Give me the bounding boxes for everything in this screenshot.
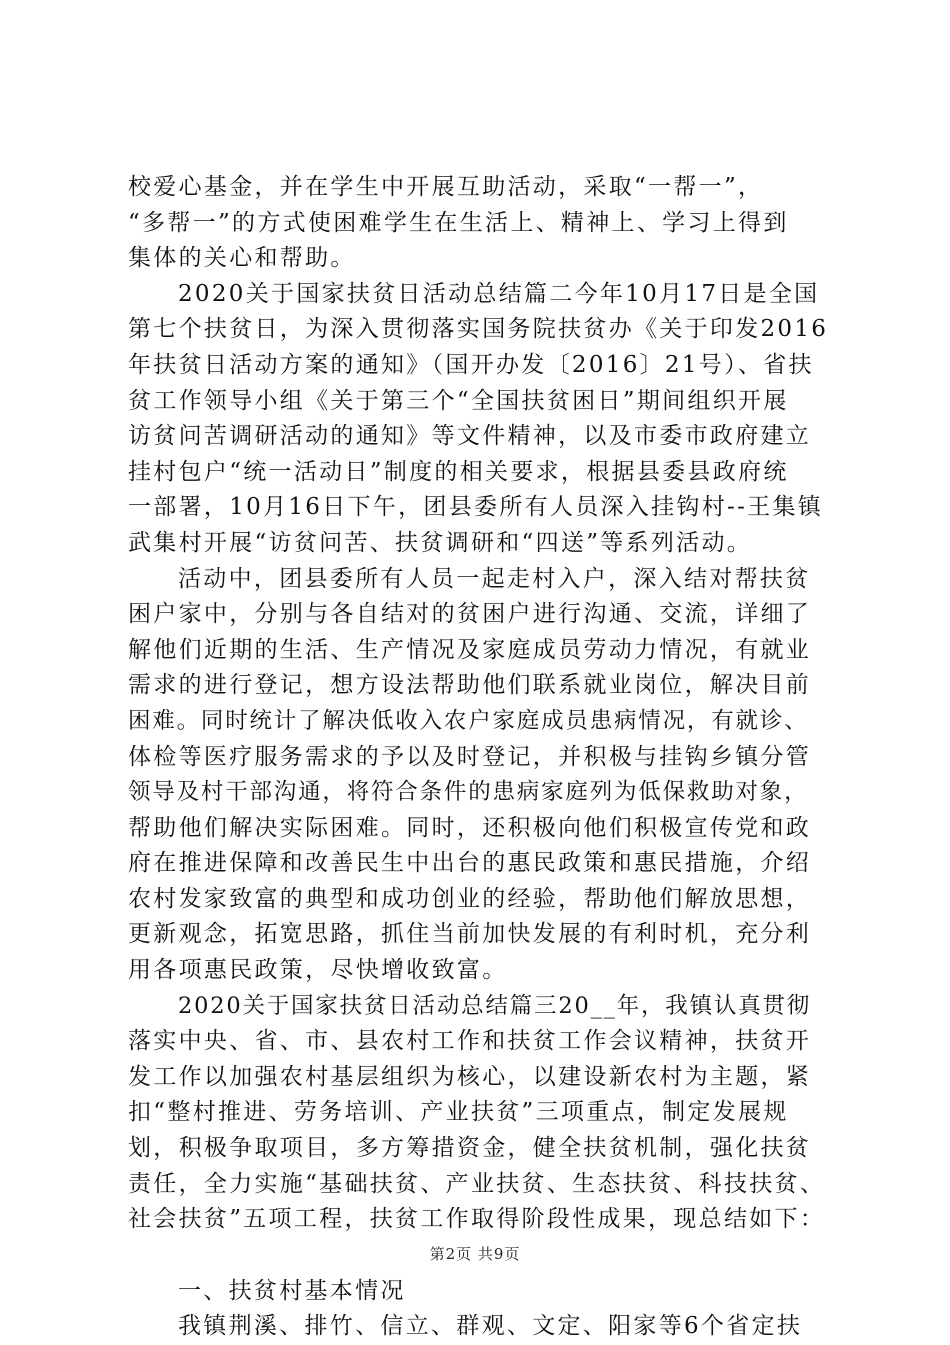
text-line: 解他们近期的生活、生产情况及家庭成员劳动力情况，有就业 bbox=[128, 636, 812, 663]
paragraph-start-line: 2020关于国家扶贫日活动总结篇三20__年，我镇认真贯彻 bbox=[178, 992, 812, 1019]
text-line: 武集村开展“访贫问苦、扶贫调研和“四送”等系列活动。 bbox=[128, 529, 753, 556]
text-line: 挂村包户“统一活动日”制度的相关要求，根据县委县政府统 bbox=[128, 458, 789, 485]
text-line: 一部署，10月16日下午，团县委所有人员深入挂钩村--王集镇 bbox=[128, 494, 824, 521]
text-line: 年扶贫日活动方案的通知》（国开办发〔2016〕21号）、省扶 bbox=[128, 351, 814, 378]
text-line: 集体的关心和帮助。 bbox=[128, 245, 356, 272]
paragraph-start-line: 2020关于国家扶贫日活动总结篇二今年10月17日是全国 bbox=[178, 280, 820, 307]
text-line: 发工作以加强农村基层组织为核心，以建设新农村为主题，紧 bbox=[128, 1063, 812, 1090]
text-line: 更新观念，拓宽思路，抓住当前加快发展的有利时机，充分利 bbox=[128, 921, 812, 948]
text-line: 落实中央、省、市、县农村工作和扶贫工作会议精神，扶贫开 bbox=[128, 1028, 812, 1055]
text-line: 用各项惠民政策，尽快增收致富。 bbox=[128, 957, 508, 984]
text-line: 领导及村干部沟通，将符合条件的患病家庭列为低保救助对象， bbox=[128, 779, 809, 806]
text-line: 访贫问苦调研活动的通知》等文件精神，以及市委市政府建立 bbox=[128, 423, 812, 450]
paragraph-start-line: 活动中，团县委所有人员一起走村入户，深入结对帮扶贫 bbox=[178, 565, 811, 592]
text-line: 责任，全力实施“基础扶贫、产业扶贫、生态扶贫、科技扶贫、 bbox=[128, 1170, 826, 1197]
page-number-footer: 第2页 共9页 bbox=[429, 1245, 521, 1263]
text-line: 需求的进行登记，想方设法帮助他们联系就业岗位，解决目前 bbox=[128, 672, 812, 699]
text-line: 困难。同时统计了解决低收入农户家庭成员患病情况，有就诊、 bbox=[128, 707, 809, 734]
paragraph-start-line: 我镇荆溪、排竹、信立、群观、文定、阳家等6个省定扶 bbox=[178, 1313, 803, 1340]
text-line: 府在推进保障和改善民生中出台的惠民政策和惠民措施，介绍 bbox=[128, 850, 812, 877]
text-line: “多帮一”的方式使困难学生在生活上、精神上、学习上得到 bbox=[128, 209, 789, 236]
text-line: 农村发家致富的典型和成功创业的经验，帮助他们解放思想， bbox=[128, 885, 812, 912]
text-line: 帮助他们解决实际困难。同时，还积极向他们积极宣传党和政 bbox=[128, 814, 812, 841]
section-heading: 一、扶贫村基本情况 bbox=[178, 1277, 406, 1304]
text-line: 第七个扶贫日，为深入贯彻落实国务院扶贫办《关于印发2016 bbox=[128, 316, 829, 343]
document-body bbox=[128, 170, 828, 1345]
text-line: 社会扶贫”五项工程，扶贫工作取得阶段性成果，现总结如下： bbox=[128, 1206, 826, 1233]
text-line: 扣“整村推进、劳务培训、产业扶贫”三项重点，制定发展规 bbox=[128, 1099, 789, 1126]
text-line: 划，积极争取项目，多方筹措资金，健全扶贫机制，强化扶贫 bbox=[128, 1135, 812, 1162]
text-line: 贫工作领导小组《关于第三个“全国扶贫困日”期间组织开展 bbox=[128, 387, 789, 414]
text-line: 校爱心基金，并在学生中开展互助活动，采取“一帮一”， bbox=[128, 174, 764, 200]
text-line: 困户家中，分别与各自结对的贫困户进行沟通、交流，详细了 bbox=[128, 601, 812, 628]
text-line: 体检等医疗服务需求的予以及时登记，并积极与挂钩乡镇分管 bbox=[128, 743, 812, 770]
